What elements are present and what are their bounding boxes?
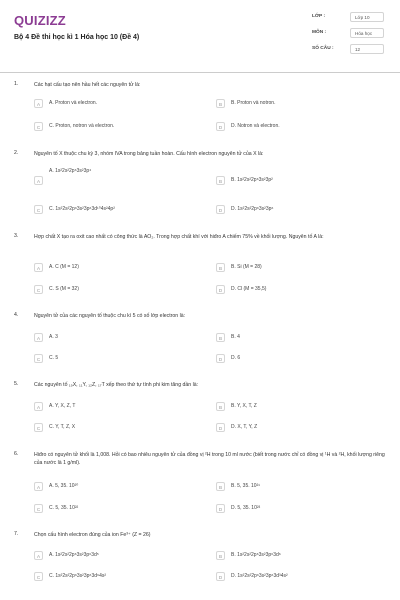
option-text: C. S (M = 32) [49, 286, 79, 292]
option-text: B. Si (M = 28) [231, 264, 262, 270]
option-letter: D [216, 572, 225, 581]
option-text: A. 1s²2s²2p⁶3s²3p⁴ [49, 168, 92, 174]
option-text: D. Notron và electron. [231, 123, 280, 129]
option-letter: A [34, 333, 43, 342]
option-text: D. 5, 35. 10²³ [231, 505, 261, 511]
option-text: C. 5, 35. 10²² [49, 505, 79, 511]
option-letter: D [216, 285, 225, 294]
option-letter: A [34, 263, 43, 272]
question-number: 6. [14, 451, 19, 457]
meta-row-class [312, 12, 388, 24]
option-text: B. 1s²2s²2p⁶3s²3p² [231, 177, 273, 183]
option-text: C. 5 [49, 355, 59, 361]
option-letter: A [34, 99, 43, 108]
question-number: 4. [14, 312, 19, 318]
option-text: B. 5, 35. 10²¹ [231, 483, 260, 489]
option-text: A. 3 [49, 334, 58, 340]
option-text: D. X, T, Y, Z [231, 424, 258, 430]
meta-row-count [312, 44, 388, 56]
option-text: A. Proton và electron. [49, 100, 98, 106]
option-text: D. Cl (M = 35,5) [231, 286, 267, 292]
option-letter: C [34, 572, 43, 581]
option-text: B. Proton và notron. [231, 100, 276, 106]
option-letter: C [34, 285, 43, 294]
question-number: 1. [14, 81, 19, 87]
option-text: B. 4 [231, 334, 240, 340]
option-text: B. 1s²2s²2p⁶3s²3p⁶3d⁶ [231, 552, 281, 558]
option-text: C. Proton, notron và electron. [49, 123, 115, 129]
option-letter: A [34, 551, 43, 560]
option-letter: A [34, 482, 43, 491]
option-letter: C [34, 122, 43, 131]
header [0, 0, 400, 73]
question-number: 5. [14, 381, 19, 387]
question-number: 2. [14, 150, 19, 156]
option-letter: B [216, 99, 225, 108]
option-text: C. Y, T, Z, X [49, 424, 76, 430]
option-letter: A [34, 402, 43, 411]
option-letter: D [216, 423, 225, 432]
option-text: A. Y, X, Z, T [49, 403, 76, 409]
question-text: Nguyên tố X thuộc chu kỳ 3, nhóm IVA trong bảng tuần hoàn. Cấu hình electron nguyên tử của X là: [34, 151, 264, 157]
option-letter: D [216, 205, 225, 214]
option-letter: B [216, 333, 225, 342]
meta-value: Lớp 10 [350, 12, 384, 22]
meta-label: LỚP : [312, 14, 326, 19]
option-text: B. Y, X, T, Z [231, 403, 257, 409]
option-letter: C [34, 423, 43, 432]
question-text: Hiđro có nguyên tử khối là 1,008. Hỏi có bao nhiêu nguyên tử của đồng vị ²H trong 10 ml nước (biết trong nước chỉ có đồng vị ¹H và ²H, khối lượng riêng của nước là 1 g/ml). [34, 452, 385, 466]
question-number: 3. [14, 233, 19, 239]
option-text: D. 1s²2s²2p⁶3s²3p⁶3d³4s² [231, 573, 288, 579]
option-letter: D [216, 354, 225, 363]
option-text: A. C (M = 12) [49, 264, 79, 270]
option-letter: B [216, 482, 225, 491]
option-letter: B [216, 551, 225, 560]
option-letter: C [34, 205, 43, 214]
question-text: Chọn cấu hình electron đúng của ion Fe³⁺ (Z = 26) [34, 532, 151, 538]
option-text: D. 6 [231, 355, 241, 361]
option-letter: C [34, 354, 43, 363]
option-letter: C [34, 504, 43, 513]
question-number: 7. [14, 531, 19, 537]
meta-label: MÔN : [312, 30, 327, 35]
option-text: C. 1s²2s²2p⁶3s²3p⁶3d⁶4s² [49, 573, 107, 579]
quizizz-logo: QUIZIZZ [14, 13, 66, 28]
question-text: Nguyên tử của các nguyên tố thuộc chu kì 5 có số lớp electron là: [34, 313, 186, 319]
option-text: D. 1s²2s²2p⁶3s²3p⁶ [231, 206, 274, 212]
meta-value: Hóa học [350, 28, 384, 38]
meta-row-subject [312, 28, 388, 40]
meta-value: 12 [350, 44, 384, 54]
option-text: A. 5, 35. 10²⁰ [49, 483, 79, 489]
question-text: Các nguyên tố ₁₉X, ₁₁Y, ₁₂Z, ₁₇T xếp theo thứ tự tính phi kim tăng dần là: [34, 382, 199, 388]
option-letter: D [216, 504, 225, 513]
option-letter: B [216, 263, 225, 272]
meta-panel [312, 12, 388, 60]
question-text: Hợp chất X tạo ra oxit cao nhất có công thức là AO₂. Trong hợp chất khí với hiđro A chiếm 75% về khối lượng. Nguyên tố A là: [34, 234, 324, 240]
option-letter: B [216, 402, 225, 411]
option-text: A. 1s²2s²2p⁶3s²3p⁶3d⁵ [49, 552, 99, 558]
meta-label: SỐ CÂU : [312, 46, 334, 51]
option-letter: A [34, 176, 43, 185]
option-text: C. 1s²2s²2p⁶3s²3p⁶3d¹⁰4s²4p² [49, 206, 115, 212]
page-title: Bộ 4 Đề thi học kì 1 Hóa học 10 (Đề 4) [14, 34, 140, 41]
option-letter: D [216, 122, 225, 131]
question-text: Các hạt cấu tạo nên hầu hết các nguyên tử là: [34, 82, 141, 88]
option-letter: B [216, 176, 225, 185]
